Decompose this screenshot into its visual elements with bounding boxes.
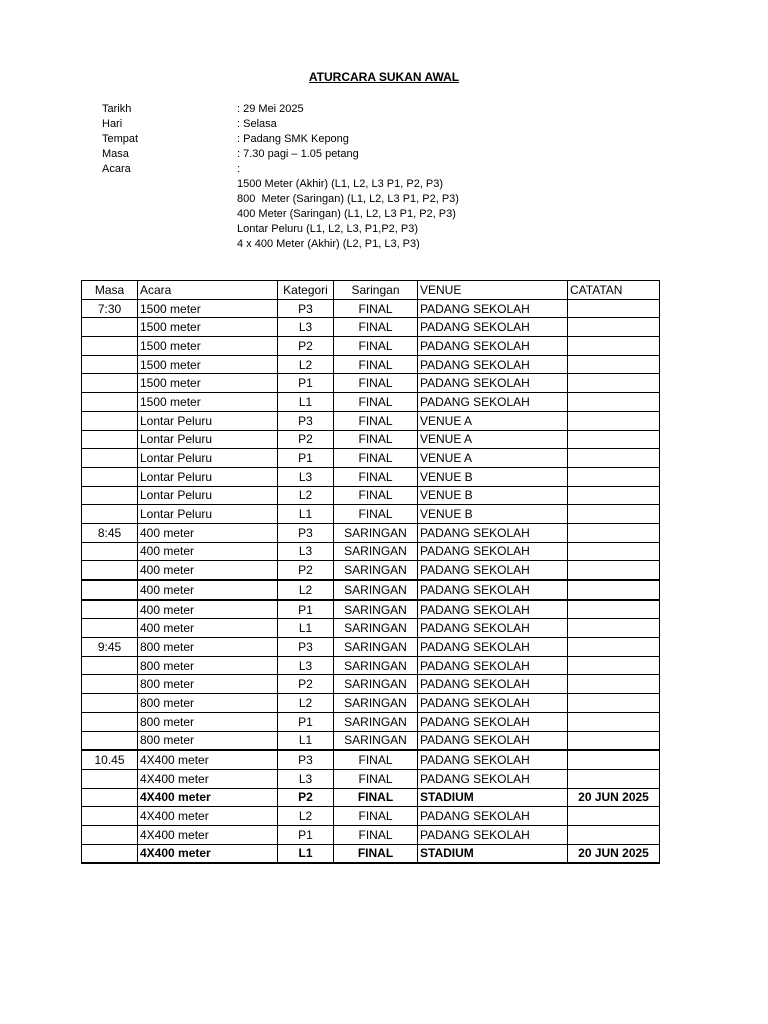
cell-catatan	[568, 694, 660, 713]
cell-venue: PADANG SEKOLAH	[418, 542, 568, 561]
cell-catatan	[568, 486, 660, 505]
info-value: : Padang SMK Kepong	[237, 133, 349, 145]
cell-catatan: 20 JUN 2025	[568, 844, 660, 863]
cell-masa: 8:45	[82, 523, 138, 542]
document-title	[0, 70, 768, 84]
cell-catatan	[568, 769, 660, 788]
table-row	[82, 505, 660, 524]
cell-acara: 4X400 meter	[138, 750, 278, 769]
header-venue: VENUE	[418, 281, 568, 300]
cell-kategori: P2	[278, 561, 334, 580]
cell-masa	[82, 505, 138, 524]
table-row	[82, 337, 660, 356]
event-list-item: 1500 Meter (Akhir) (L1, L2, L3 P1, P2, P3)	[237, 178, 444, 190]
cell-kategori: L1	[278, 844, 334, 863]
cell-venue: PADANG SEKOLAH	[418, 656, 568, 675]
cell-saringan: FINAL	[334, 337, 418, 356]
cell-kategori: P1	[278, 600, 334, 619]
cell-masa	[82, 561, 138, 580]
cell-venue: VENUE A	[418, 411, 568, 430]
cell-acara: Lontar Peluru	[138, 467, 278, 486]
cell-catatan	[568, 523, 660, 542]
info-value: : 29 Mei 2025	[237, 103, 304, 115]
cell-masa	[82, 449, 138, 468]
cell-kategori: P3	[278, 411, 334, 430]
cell-masa	[82, 374, 138, 393]
cell-acara: 400 meter	[138, 580, 278, 600]
cell-kategori: P1	[278, 374, 334, 393]
cell-venue: PADANG SEKOLAH	[418, 299, 568, 318]
cell-saringan: SARINGAN	[334, 694, 418, 713]
cell-masa	[82, 769, 138, 788]
cell-saringan: SARINGAN	[334, 600, 418, 619]
table-row	[82, 393, 660, 412]
cell-acara: 1500 meter	[138, 393, 278, 412]
cell-saringan: FINAL	[334, 318, 418, 337]
cell-acara: 4X400 meter	[138, 844, 278, 863]
cell-acara: 4X400 meter	[138, 769, 278, 788]
cell-masa	[82, 731, 138, 750]
cell-saringan: FINAL	[334, 411, 418, 430]
table-row	[82, 467, 660, 486]
cell-catatan	[568, 600, 660, 619]
cell-venue: PADANG SEKOLAH	[418, 619, 568, 638]
cell-kategori: P2	[278, 337, 334, 356]
cell-acara: 800 meter	[138, 656, 278, 675]
cell-saringan: FINAL	[334, 505, 418, 524]
cell-kategori: P3	[278, 638, 334, 657]
table-body	[82, 299, 660, 863]
cell-masa: 10.45	[82, 750, 138, 769]
cell-venue: STADIUM	[418, 788, 568, 807]
table-row	[82, 731, 660, 750]
cell-masa	[82, 467, 138, 486]
cell-saringan: FINAL	[334, 393, 418, 412]
cell-masa	[82, 486, 138, 505]
cell-kategori: L1	[278, 393, 334, 412]
table-row	[82, 807, 660, 826]
header-acara: Acara	[138, 281, 278, 300]
cell-acara: 800 meter	[138, 638, 278, 657]
cell-acara: Lontar Peluru	[138, 486, 278, 505]
info-value: : Selasa	[237, 118, 277, 130]
cell-venue: PADANG SEKOLAH	[418, 337, 568, 356]
cell-kategori: P3	[278, 750, 334, 769]
cell-catatan	[568, 449, 660, 468]
cell-catatan	[568, 318, 660, 337]
cell-kategori: L3	[278, 542, 334, 561]
cell-saringan: SARINGAN	[334, 619, 418, 638]
event-list-item: 4 x 400 Meter (Akhir) (L2, P1, L3, P3)	[237, 238, 420, 250]
cell-catatan	[568, 638, 660, 657]
cell-masa	[82, 619, 138, 638]
cell-kategori: L3	[278, 769, 334, 788]
schedule-table	[81, 280, 660, 864]
cell-kategori: L2	[278, 486, 334, 505]
cell-catatan	[568, 825, 660, 844]
table-row	[82, 580, 660, 600]
cell-catatan	[568, 580, 660, 600]
cell-venue: PADANG SEKOLAH	[418, 750, 568, 769]
cell-masa	[82, 580, 138, 600]
cell-saringan: SARINGAN	[334, 656, 418, 675]
cell-catatan	[568, 619, 660, 638]
cell-venue: PADANG SEKOLAH	[418, 731, 568, 750]
table-row-highlighted	[82, 788, 660, 807]
info-label: Masa	[102, 148, 129, 160]
cell-acara: 800 meter	[138, 712, 278, 731]
cell-saringan: FINAL	[334, 449, 418, 468]
cell-masa	[82, 600, 138, 619]
cell-venue: PADANG SEKOLAH	[418, 355, 568, 374]
cell-catatan	[568, 374, 660, 393]
info-label: Tempat	[102, 133, 139, 145]
cell-acara: 400 meter	[138, 542, 278, 561]
header-masa: Masa	[82, 281, 138, 300]
cell-kategori: P1	[278, 712, 334, 731]
cell-venue: PADANG SEKOLAH	[418, 600, 568, 619]
cell-kategori: L2	[278, 694, 334, 713]
cell-catatan	[568, 337, 660, 356]
cell-venue: PADANG SEKOLAH	[418, 580, 568, 600]
cell-masa	[82, 825, 138, 844]
cell-venue: VENUE A	[418, 449, 568, 468]
cell-kategori: L2	[278, 807, 334, 826]
cell-catatan	[568, 430, 660, 449]
info-value: : 7.30 pagi – 1.05 petang	[237, 148, 359, 160]
cell-saringan: FINAL	[334, 467, 418, 486]
cell-kategori: P2	[278, 675, 334, 694]
cell-saringan: FINAL	[334, 769, 418, 788]
cell-saringan: SARINGAN	[334, 580, 418, 600]
cell-kategori: L3	[278, 318, 334, 337]
table-row	[82, 449, 660, 468]
cell-kategori: L3	[278, 656, 334, 675]
table-row	[82, 486, 660, 505]
cell-kategori: L1	[278, 731, 334, 750]
cell-catatan	[568, 807, 660, 826]
cell-venue: PADANG SEKOLAH	[418, 318, 568, 337]
table-row	[82, 523, 660, 542]
table-row	[82, 619, 660, 638]
cell-kategori: L2	[278, 580, 334, 600]
cell-acara: 4X400 meter	[138, 788, 278, 807]
cell-masa	[82, 393, 138, 412]
document-title-text: ATURCARA SUKAN AWAL	[308, 70, 460, 84]
cell-saringan: SARINGAN	[334, 523, 418, 542]
cell-acara: 400 meter	[138, 600, 278, 619]
cell-masa	[82, 788, 138, 807]
cell-venue: PADANG SEKOLAH	[418, 807, 568, 826]
cell-venue: PADANG SEKOLAH	[418, 675, 568, 694]
cell-acara: 800 meter	[138, 694, 278, 713]
cell-catatan	[568, 467, 660, 486]
event-list-item: 800 Meter (Saringan) (L1, L2, L3 P1, P2, P3)	[237, 193, 459, 205]
cell-masa	[82, 542, 138, 561]
cell-kategori: L2	[278, 355, 334, 374]
cell-acara: 1500 meter	[138, 318, 278, 337]
cell-venue: PADANG SEKOLAH	[418, 769, 568, 788]
cell-masa	[82, 712, 138, 731]
cell-masa	[82, 844, 138, 863]
table-row	[82, 430, 660, 449]
table-row	[82, 299, 660, 318]
cell-saringan: FINAL	[334, 355, 418, 374]
cell-catatan	[568, 355, 660, 374]
cell-venue: PADANG SEKOLAH	[418, 393, 568, 412]
cell-venue: PADANG SEKOLAH	[418, 523, 568, 542]
cell-catatan	[568, 712, 660, 731]
cell-masa	[82, 355, 138, 374]
cell-saringan: SARINGAN	[334, 638, 418, 657]
cell-kategori: P3	[278, 523, 334, 542]
info-value: :	[237, 163, 241, 175]
cell-catatan: 20 JUN 2025	[568, 788, 660, 807]
cell-acara: 400 meter	[138, 619, 278, 638]
table-row	[82, 638, 660, 657]
cell-acara: 800 meter	[138, 731, 278, 750]
cell-kategori: P1	[278, 825, 334, 844]
cell-acara: 400 meter	[138, 561, 278, 580]
table-row	[82, 712, 660, 731]
table-row	[82, 694, 660, 713]
cell-catatan	[568, 731, 660, 750]
cell-acara: Lontar Peluru	[138, 505, 278, 524]
table-row	[82, 769, 660, 788]
table-row	[82, 561, 660, 580]
cell-catatan	[568, 750, 660, 769]
table-row-highlighted	[82, 844, 660, 863]
table-row	[82, 656, 660, 675]
table-row	[82, 542, 660, 561]
cell-venue: PADANG SEKOLAH	[418, 638, 568, 657]
cell-acara: Lontar Peluru	[138, 430, 278, 449]
cell-masa	[82, 656, 138, 675]
cell-masa	[82, 807, 138, 826]
cell-acara: 1500 meter	[138, 374, 278, 393]
table-row	[82, 750, 660, 769]
event-list-item: 400 Meter (Saringan) (L1, L2, L3 P1, P2, P3)	[237, 208, 456, 220]
cell-catatan	[568, 675, 660, 694]
cell-catatan	[568, 299, 660, 318]
cell-masa	[82, 411, 138, 430]
cell-masa	[82, 318, 138, 337]
cell-acara: 1500 meter	[138, 299, 278, 318]
cell-acara: 1500 meter	[138, 355, 278, 374]
table-row	[82, 318, 660, 337]
cell-venue: VENUE A	[418, 430, 568, 449]
cell-venue: PADANG SEKOLAH	[418, 825, 568, 844]
cell-kategori: P2	[278, 430, 334, 449]
cell-venue: VENUE B	[418, 467, 568, 486]
cell-saringan: FINAL	[334, 844, 418, 863]
cell-venue: PADANG SEKOLAH	[418, 374, 568, 393]
cell-kategori: P2	[278, 788, 334, 807]
cell-saringan: SARINGAN	[334, 675, 418, 694]
cell-venue: PADANG SEKOLAH	[418, 712, 568, 731]
cell-saringan: SARINGAN	[334, 542, 418, 561]
cell-saringan: FINAL	[334, 807, 418, 826]
cell-acara: 800 meter	[138, 675, 278, 694]
cell-kategori: L3	[278, 467, 334, 486]
cell-masa: 7:30	[82, 299, 138, 318]
cell-saringan: FINAL	[334, 486, 418, 505]
cell-acara: 4X400 meter	[138, 807, 278, 826]
cell-acara: Lontar Peluru	[138, 411, 278, 430]
cell-catatan	[568, 505, 660, 524]
cell-kategori: L1	[278, 619, 334, 638]
cell-acara: 400 meter	[138, 523, 278, 542]
cell-catatan	[568, 561, 660, 580]
table-row	[82, 355, 660, 374]
cell-kategori: P3	[278, 299, 334, 318]
cell-masa	[82, 337, 138, 356]
cell-catatan	[568, 542, 660, 561]
table-header-row	[82, 281, 660, 300]
cell-saringan: SARINGAN	[334, 712, 418, 731]
table-row	[82, 600, 660, 619]
cell-saringan: FINAL	[334, 430, 418, 449]
cell-venue: VENUE B	[418, 505, 568, 524]
info-label: Hari	[102, 118, 123, 130]
event-list-item: Lontar Peluru (L1, L2, L3, P1,P2, P3)	[237, 223, 419, 235]
cell-masa	[82, 430, 138, 449]
cell-catatan	[568, 411, 660, 430]
table-row	[82, 374, 660, 393]
cell-masa	[82, 694, 138, 713]
cell-acara: 1500 meter	[138, 337, 278, 356]
header-kategori: Kategori	[278, 281, 334, 300]
cell-saringan: SARINGAN	[334, 731, 418, 750]
table-row	[82, 825, 660, 844]
info-label: Tarikh	[102, 103, 132, 115]
cell-saringan: FINAL	[334, 788, 418, 807]
table-row	[82, 411, 660, 430]
event-list	[237, 177, 459, 252]
header-saringan: Saringan	[334, 281, 418, 300]
cell-masa	[82, 675, 138, 694]
cell-saringan: FINAL	[334, 374, 418, 393]
cell-venue: STADIUM	[418, 844, 568, 863]
cell-acara: 4X400 meter	[138, 825, 278, 844]
cell-venue: PADANG SEKOLAH	[418, 561, 568, 580]
cell-saringan: FINAL	[334, 825, 418, 844]
cell-catatan	[568, 393, 660, 412]
cell-masa: 9:45	[82, 638, 138, 657]
cell-venue: PADANG SEKOLAH	[418, 694, 568, 713]
cell-venue: VENUE B	[418, 486, 568, 505]
cell-kategori: P1	[278, 449, 334, 468]
cell-catatan	[568, 656, 660, 675]
table-row	[82, 675, 660, 694]
info-label: Acara	[102, 163, 131, 175]
cell-saringan: FINAL	[334, 750, 418, 769]
header-catatan: CATATAN	[568, 281, 660, 300]
cell-kategori: L1	[278, 505, 334, 524]
cell-saringan: FINAL	[334, 299, 418, 318]
cell-saringan: SARINGAN	[334, 561, 418, 580]
cell-acara: Lontar Peluru	[138, 449, 278, 468]
